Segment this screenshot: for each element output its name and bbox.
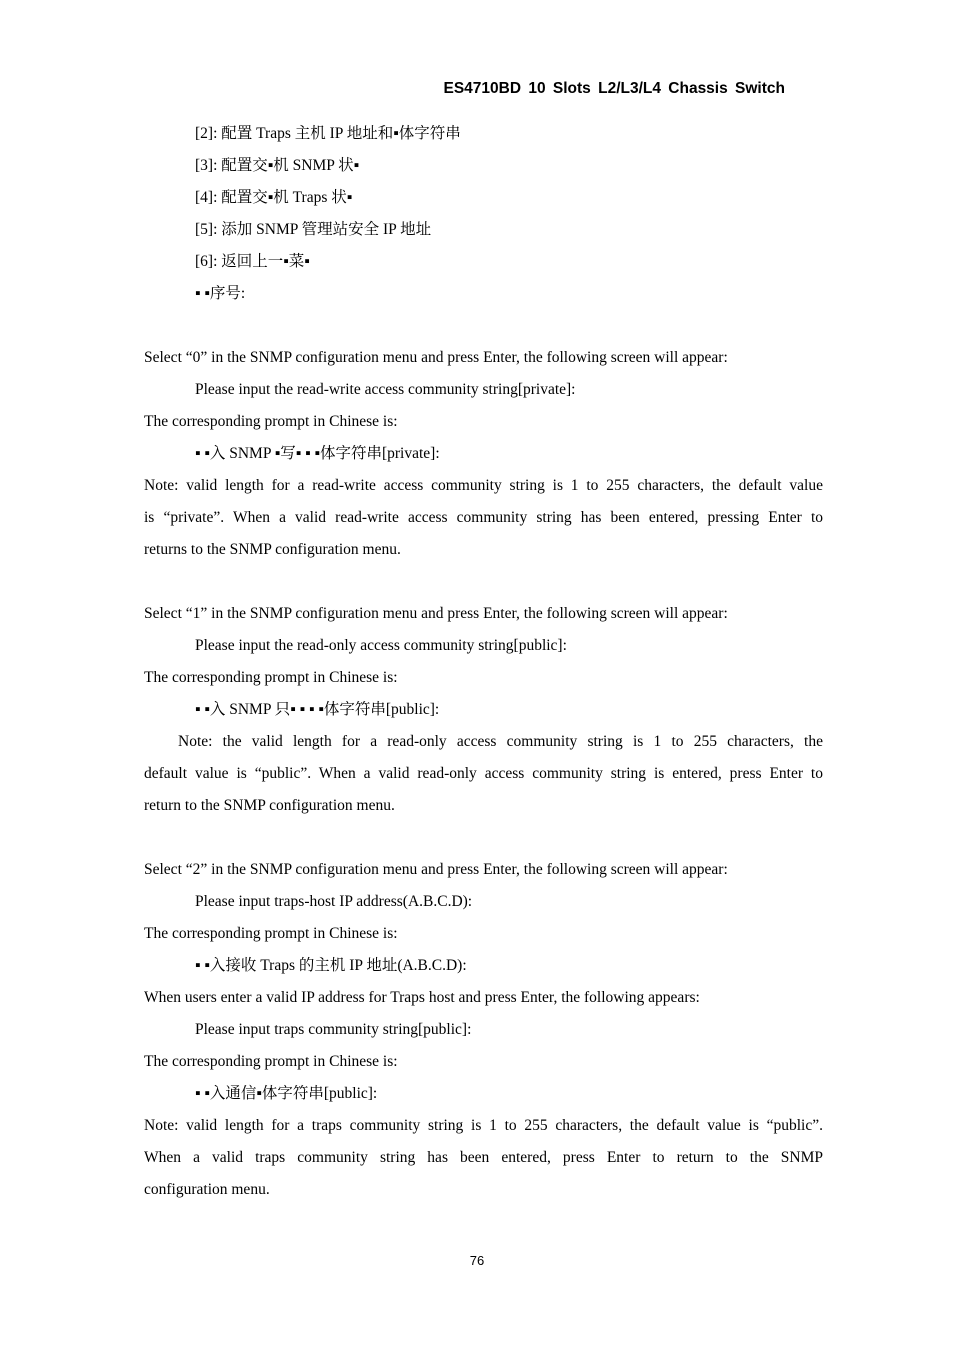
section-1-note-line-3: return to the SNMP configuration menu. [144,797,395,814]
section-1-prompt-cn: ▪ ▪入 SNMP 只▪ ▪ ▪ ▪体字符串[public]: [195,701,440,718]
menu-select-prompt: ▪ ▪序号: [195,285,246,302]
page-number: 76 [469,1253,485,1268]
section-0-note-line-2: is “private”. When a valid read-write access community string has been entered, pressing Enter to [144,509,823,526]
section-2-followup: When users enter a valid IP address for Traps host and press Enter, the following appears: [144,989,700,1006]
section-1-note-line-2: default value is “public”. When a valid read-only access community string is entered, press Enter to [144,765,823,782]
menu-item-5: [5]: 添加 SNMP 管理站安全 IP 地址 [195,221,432,238]
section-2-cn-label: The corresponding prompt in Chinese is: [144,925,398,942]
section-0-intro: Select “0” in the SNMP configuration menu and press Enter, the following screen will appear: [144,349,728,366]
section-2-note-line-1: Note: valid length for a traps community string is 1 to 255 characters, the default value is “public”. [144,1117,823,1134]
section-1-cn-label: The corresponding prompt in Chinese is: [144,669,398,686]
section-2-prompt-en: Please input traps-host IP address(A.B.C.D): [195,893,473,910]
section-0-cn-label: The corresponding prompt in Chinese is: [144,413,398,430]
section-0-prompt-en: Please input the read-write access community string[private]: [195,381,576,398]
section-2-note-line-3: configuration menu. [144,1181,270,1198]
section-1-intro: Select “1” in the SNMP configuration menu and press Enter, the following screen will appear: [144,605,728,622]
section-2-cn-label-2: The corresponding prompt in Chinese is: [144,1053,398,1070]
section-2-prompt-cn-2: ▪ ▪入通信▪体字符串[public]: [195,1085,378,1102]
section-0-prompt-cn: ▪ ▪入 SNMP ▪写▪ ▪ ▪体字符串[private]: [195,445,440,462]
section-2-prompt-en-2: Please input traps community string[public]: [195,1021,472,1038]
section-1-prompt-en: Please input the read-only access community string[public]: [195,637,567,654]
menu-item-6: [6]: 返回上一▪菜▪ [195,253,310,270]
menu-item-3: [3]: 配置交▪机 SNMP 状▪ [195,157,360,174]
page-header-title: ES4710BD 10 Slots L2/L3/L4 Chassis Switch [443,80,785,97]
menu-item-4: [4]: 配置交▪机 Traps 状▪ [195,189,353,206]
section-2-note-line-2: When a valid traps community string has been entered, press Enter to return to the SNMP [144,1149,823,1166]
section-1-note-line-1: Note: the valid length for a read-only access community string is 1 to 255 characters, the [178,733,823,750]
section-2-intro: Select “2” in the SNMP configuration menu and press Enter, the following screen will appear: [144,861,728,878]
page-body [144,118,823,1206]
section-0-note-line-1: Note: valid length for a read-write access community string is 1 to 255 characters, the default value [144,477,823,494]
menu-item-2: [2]: 配置 Traps 主机 IP 地址和▪体字符串 [195,125,461,142]
section-0-note-line-3: returns to the SNMP configuration menu. [144,541,401,558]
section-2-prompt-cn: ▪ ▪入接收 Traps 的主机 IP 地址(A.B.C.D): [195,957,467,974]
